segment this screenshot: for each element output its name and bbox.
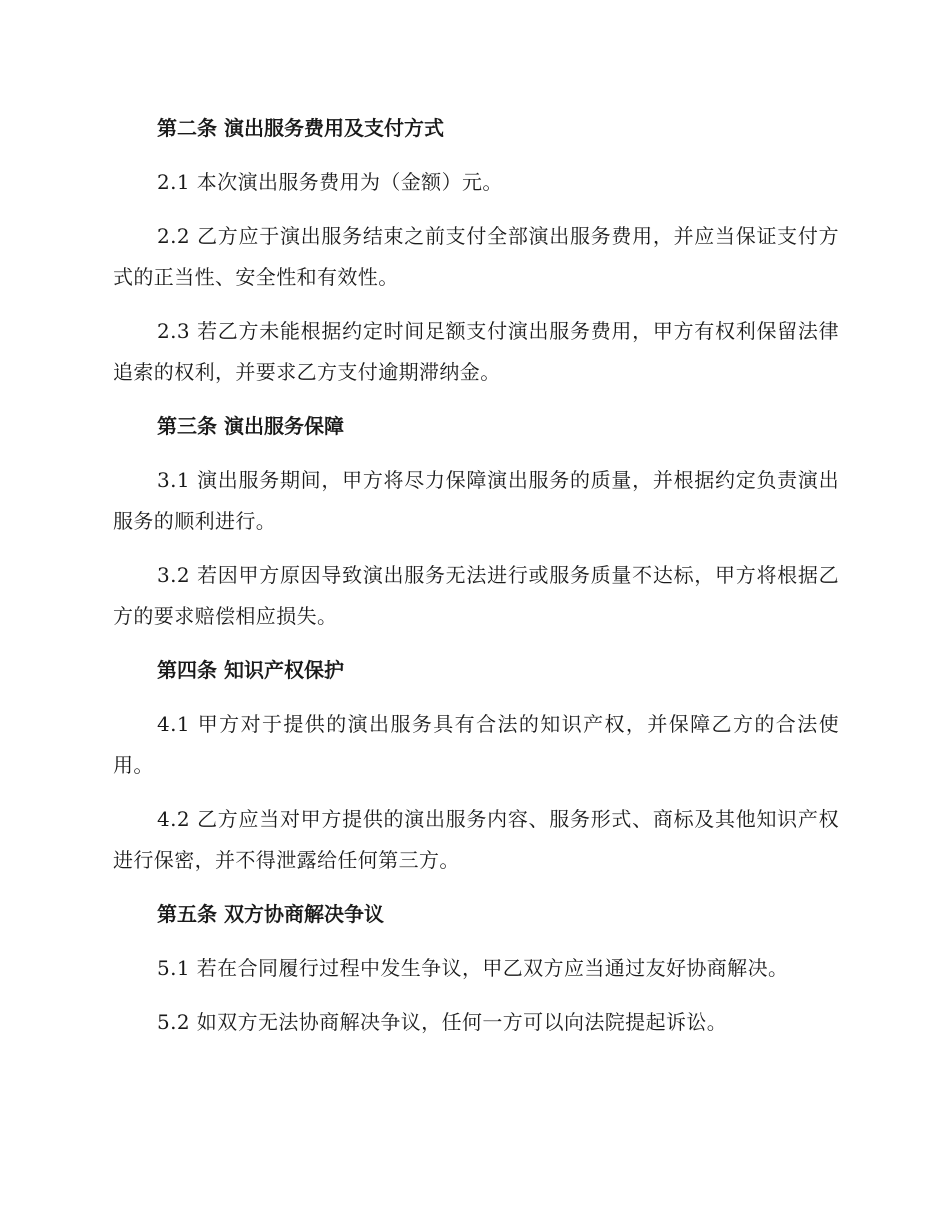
- clause-2-2: 2.2 乙方应于演出服务结束之前支付全部演出服务费用，并应当保证支付方式的正当性、安全性和有效性。: [113, 224, 839, 289]
- section-heading-article-3: 第三条 演出服务保障: [157, 414, 344, 438]
- clause-4-1: 4.1 甲方对于提供的演出服务具有合法的知识产权，并保障乙方的合法使用。: [113, 712, 839, 777]
- section-heading-article-5: 第五条 双方协商解决争议: [157, 902, 384, 926]
- clause-3-2: 3.2 若因甲方原因导致演出服务无法进行或服务质量不达标，甲方将根据乙方的要求赔偿相应损失。: [113, 563, 839, 628]
- clause-3-1: 3.1 演出服务期间，甲方将尽力保障演出服务的质量，并根据约定负责演出服务的顺利进行。: [113, 468, 839, 533]
- clause-2-1: 2.1 本次演出服务费用为（金额）元。: [157, 170, 503, 194]
- section-heading-article-4: 第四条 知识产权保护: [157, 658, 344, 682]
- clause-5-1: 5.1 若在合同履行过程中发生争议，甲乙双方应当通过友好协商解决。: [157, 956, 789, 980]
- clause-2-3: 2.3 若乙方未能根据约定时间足额支付演出服务费用，甲方有权利保留法律追索的权利，并要求乙方支付逾期滞纳金。: [113, 319, 839, 384]
- document-body: [113, 108, 839, 1056]
- section-heading-article-2: 第二条 演出服务费用及支付方式: [157, 116, 444, 140]
- clause-5-2: 5.2 如双方无法协商解决争议，任何一方可以向法院提起诉讼。: [157, 1010, 728, 1034]
- clause-4-2: 4.2 乙方应当对甲方提供的演出服务内容、服务形式、商标及其他知识产权进行保密，并不得泄露给任何第三方。: [113, 807, 839, 872]
